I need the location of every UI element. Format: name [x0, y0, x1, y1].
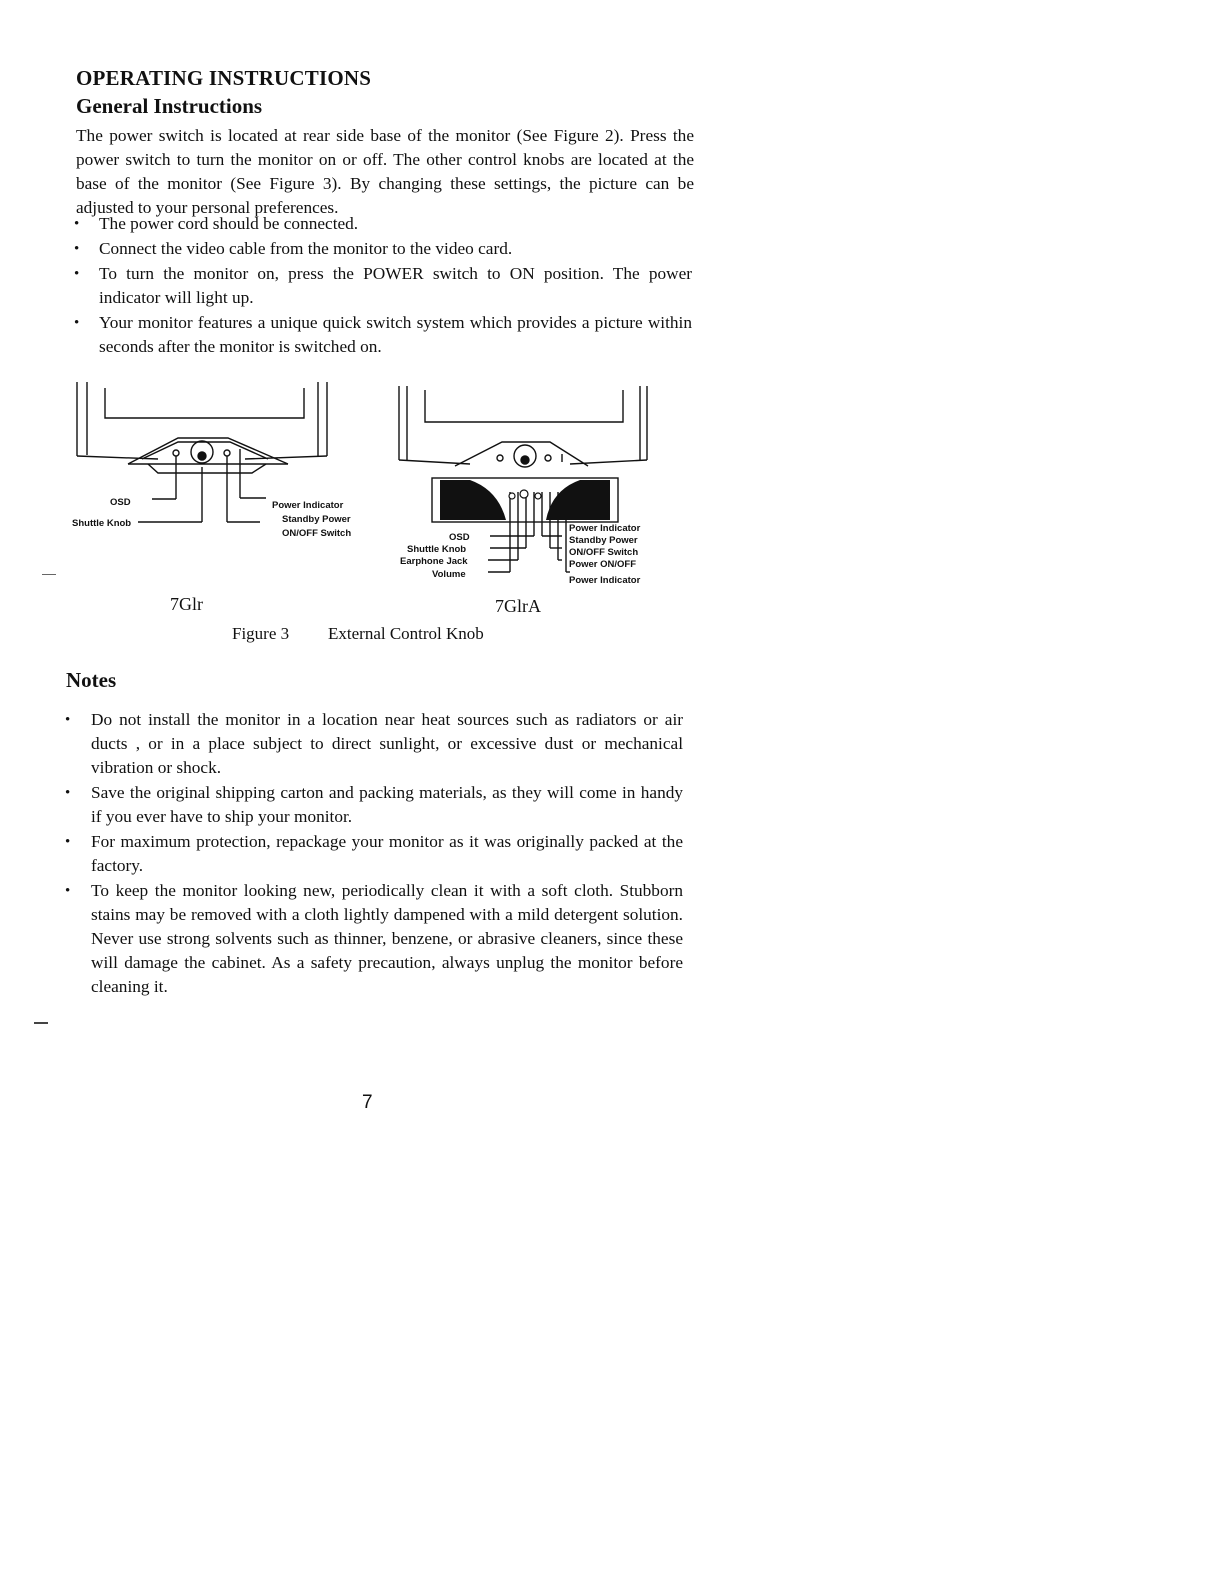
figure-caption-text: External Control Knob [328, 624, 484, 643]
general-intro-paragraph: The power switch is located at rear side base of the monitor (See Figure 2). Press the power switch to turn the monitor on or off. The other control knobs are located at the base of the monitor (See Figure 3). By changing these settings, the picture can be adjusted to your personal preferences. [76, 126, 694, 217]
model-label-7glr: 7Glr [170, 594, 203, 614]
speaker-grille-right [546, 480, 610, 520]
label-power-indicator-a: Power Indicator [569, 523, 641, 534]
notes-bullet-item: • To keep the monitor looking new, periodically clean it with a soft cloth. Stubborn stains may be removed with a cloth lightly dampened with a mild detergent solution. Never use strong solvents such as thinner, benzene, or abrasive cleaners, since these will damage the cabinet. As a safety precaution, always unplug the monitor before cleaning it. [65, 879, 683, 999]
label-standby-power: Standby Power [282, 514, 351, 525]
label-onoff-switch: ON/OFF Switch [282, 528, 352, 539]
scan-mark [34, 1022, 48, 1024]
general-bullet-list [74, 212, 692, 360]
page-number: 7 [362, 1092, 373, 1113]
label-onoff-switch-a: ON/OFF Switch [569, 547, 639, 558]
label-shuttle-knob: Shuttle Knob [72, 518, 132, 529]
notes-bullet-item: • For maximum protection, repackage your monitor as it was originally packed at the factory. [65, 830, 683, 878]
figure-caption-number: Figure 3 [232, 624, 290, 643]
general-instructions-title: General Instructions [76, 94, 263, 118]
notes-bullet-list [65, 708, 683, 1000]
model-label-7glra: 7GlrA [495, 596, 541, 616]
label-standby-power-a: Standby Power [569, 535, 638, 546]
general-bullet-item: • Your monitor features a unique quick switch system which provides a picture within seconds after the monitor is switched on. [74, 311, 692, 359]
jack-icon [509, 493, 515, 499]
volume-knob-icon [520, 490, 528, 498]
label-volume: Volume [432, 569, 466, 580]
notes-bullet-item: • Do not install the monitor in a location near heat sources such as radiators or air ducts , or in a place subject to direct sunlight, or excessive dust or mechanical vibration or shock. [65, 708, 683, 780]
notes-bullet-item: • Save the original shipping carton and packing materials, as they will come in handy if you ever have to ship your monitor. [65, 781, 683, 829]
label-osd: OSD [110, 497, 131, 508]
label-shuttle-knob-a: Shuttle Knob [407, 544, 467, 555]
label-earphone-jack: Earphone Jack [400, 556, 468, 567]
general-bullet-item: • To turn the monitor on, press the POWER switch to ON position. The power indicator will light up. [74, 262, 692, 310]
power-switch-icon [535, 493, 541, 499]
speaker-grille-left [440, 480, 506, 520]
general-bullet-item: • The power cord should be connected. [74, 212, 692, 236]
label-power-onoff: Power ON/OFF [569, 559, 637, 570]
label-power-indicator: Power Indicator [272, 500, 344, 511]
notes-title: Notes [66, 668, 117, 692]
page-heading: OPERATING INSTRUCTIONS [76, 66, 372, 90]
scan-mark [42, 574, 56, 575]
label-power-indicator-2: Power Indicator [569, 575, 641, 586]
label-osd-a: OSD [449, 532, 470, 543]
figure-3-illustration [60, 380, 700, 595]
general-bullet-item: • Connect the video cable from the monitor to the video card. [74, 237, 692, 261]
